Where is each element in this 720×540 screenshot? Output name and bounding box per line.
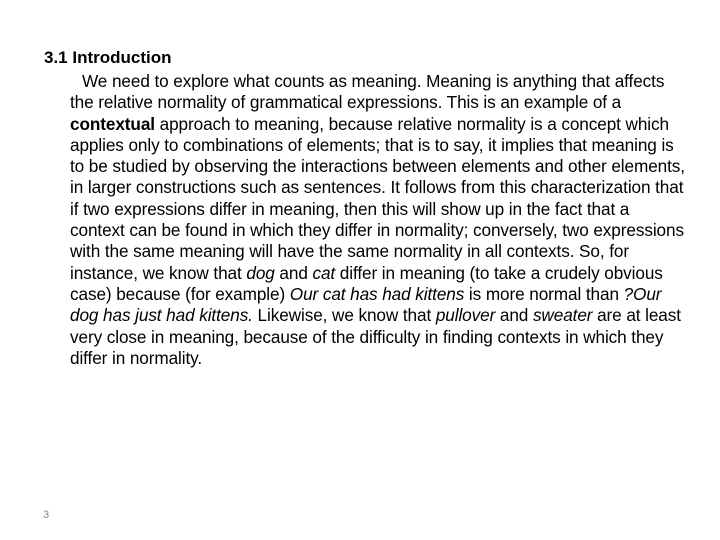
text-run: and: [274, 262, 313, 283]
bold-text-run: contextual: [70, 113, 155, 134]
text-run: approach to meaning, because relative normality is a concept which applies only to combinations of elements; that is to say, it implies that meaning is to be studied by observing the interactions between elements and other elements, in larger constructions such as sentences. It follows from this characterization that if two expressions differ in meaning, then this will show up in the fact that a context can be found in which they differ in normality; conversely, two expressions with the same meaning will have the same normality in all contexts. So, for instance, we know that: [70, 113, 685, 283]
italic-text-run: dog: [246, 262, 275, 283]
text-run: and: [495, 305, 533, 326]
text-run: We need to explore what counts as meaning. Meaning is anything that affects the relative normality of grammatical expressions. This is an example of a: [70, 71, 665, 113]
body-paragraph: [70, 71, 686, 369]
text-run: is more normal than: [464, 283, 624, 304]
text-run: differ in meaning (to take a crudely obvious case) because (for example): [70, 262, 663, 304]
page-number: 3: [43, 509, 50, 521]
italic-text-run: pullover: [435, 305, 496, 326]
italic-text-run: cat: [312, 262, 336, 283]
italic-text-run: ?Our dog has just had kittens.: [70, 283, 662, 326]
italic-text-run: sweater: [532, 305, 593, 326]
text-run: Likewise, we know that: [252, 305, 436, 326]
text-run: are at least very close in meaning, because of the difficulty in finding contexts in which they differ in normality.: [70, 305, 681, 368]
section-heading: 3.1 Introduction: [44, 48, 172, 67]
italic-text-run: Our cat has had kittens: [289, 283, 465, 304]
